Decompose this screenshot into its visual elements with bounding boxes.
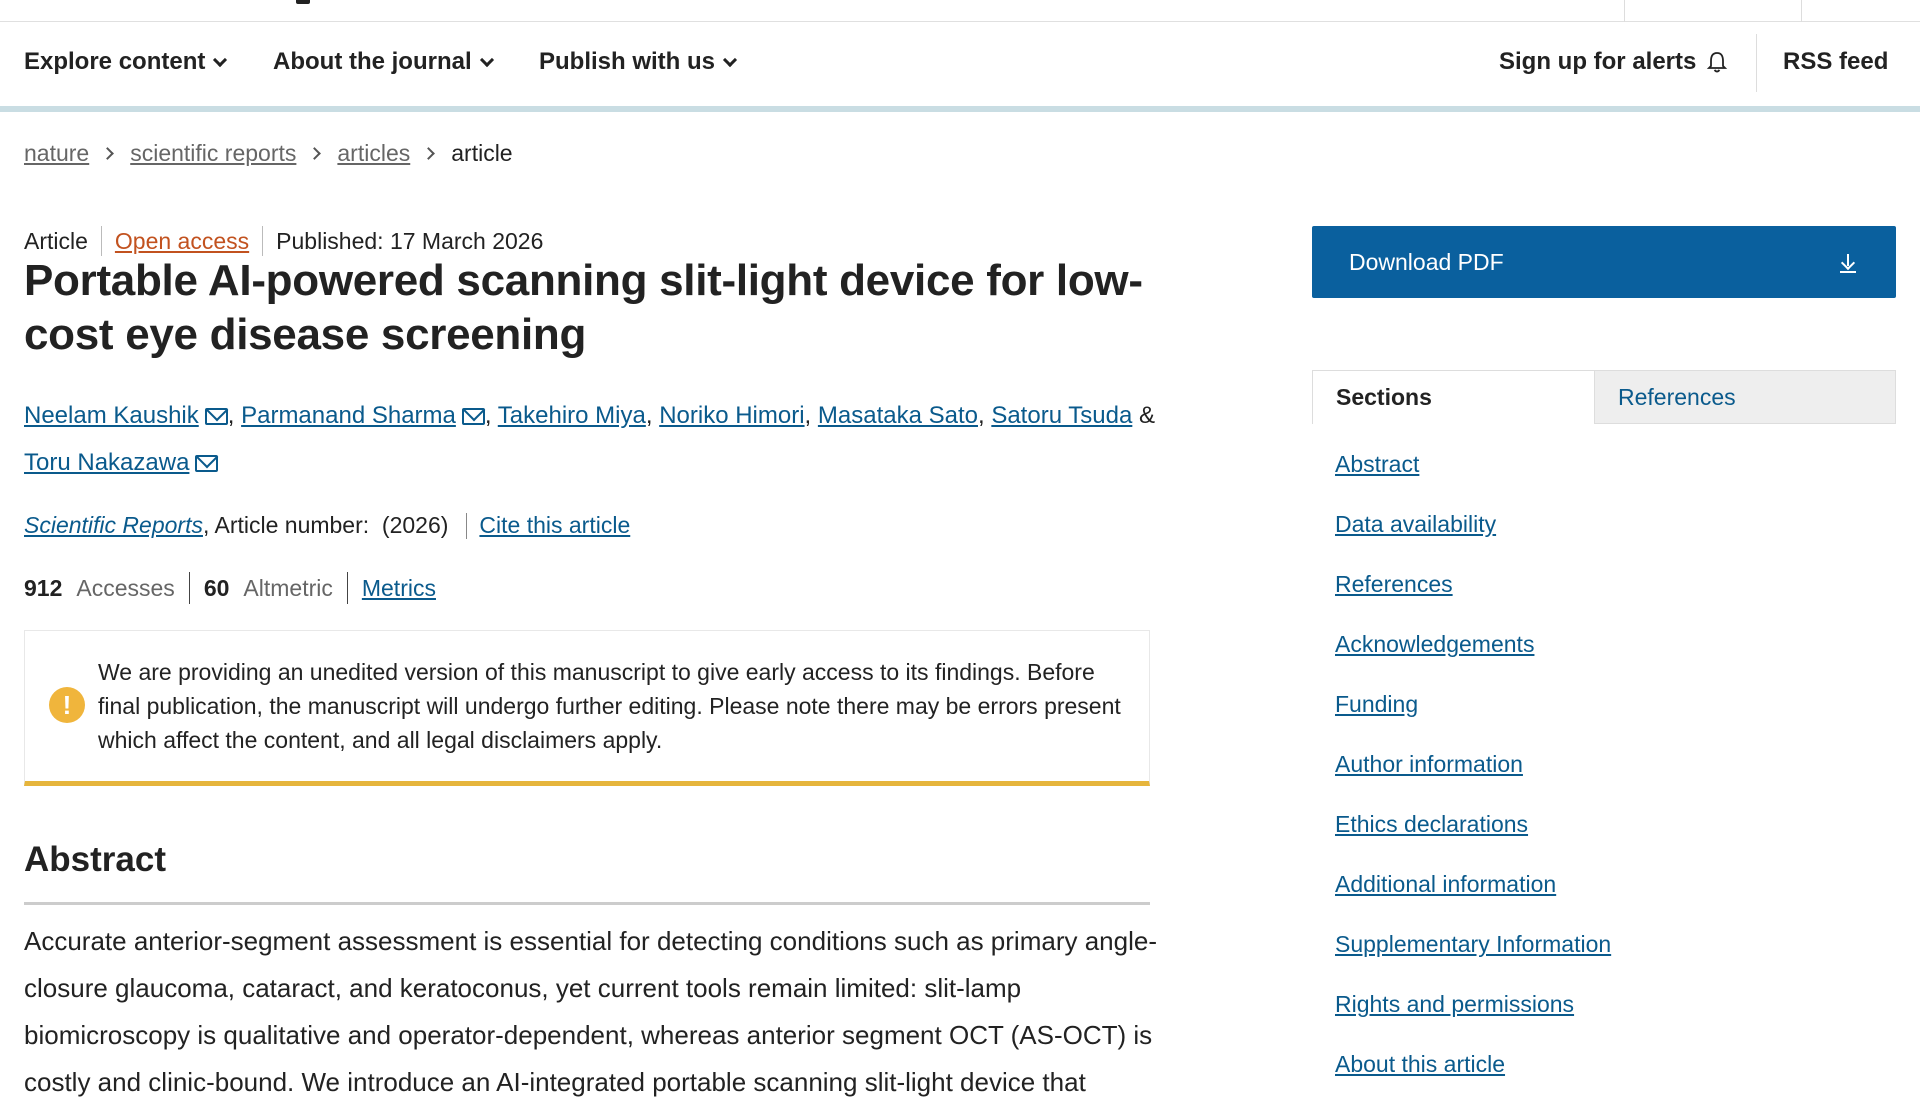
sections-list xyxy=(1335,440,1612,1077)
altmetric-label: Altmetric xyxy=(243,574,333,601)
breadcrumb xyxy=(24,140,513,167)
cite-this-article-link[interactable]: Cite this article xyxy=(479,512,631,538)
logo-fragment xyxy=(296,0,310,4)
section-item xyxy=(1335,560,1611,620)
section-link-ethics-declarations[interactable]: Ethics declarations xyxy=(1335,811,1529,837)
download-icon xyxy=(1840,254,1856,274)
section-link-supplementary-information[interactable]: Supplementary Information xyxy=(1335,931,1612,957)
nav-explore-content[interactable] xyxy=(24,48,225,76)
chevron-right-icon xyxy=(422,147,435,160)
section-link-data-availability[interactable]: Data availability xyxy=(1335,511,1497,537)
rss-feed-link[interactable] xyxy=(1783,48,1888,76)
author-link[interactable]: Parmanand Sharma xyxy=(241,402,456,429)
nav-divider-bar xyxy=(0,106,1920,112)
sidebar-tabs xyxy=(1312,370,1896,424)
section-item xyxy=(1335,500,1611,560)
nav-divider xyxy=(1756,34,1757,92)
chevron-right-icon xyxy=(309,147,322,160)
section-link-acknowledgements[interactable]: Acknowledgements xyxy=(1335,631,1535,657)
published-date: Published: 17 March 2026 xyxy=(276,227,544,254)
section-link-author-information[interactable]: Author information xyxy=(1335,751,1523,777)
meta-divider xyxy=(262,226,263,256)
section-link-additional-information[interactable]: Additional information xyxy=(1335,871,1557,897)
mail-icon[interactable] xyxy=(462,408,485,425)
sign-up-alerts-link[interactable] xyxy=(1499,48,1728,76)
author-link[interactable]: Noriko Himori xyxy=(659,402,805,429)
author-link[interactable]: Neelam Kaushik xyxy=(24,402,199,429)
altmetric-count: 60 xyxy=(203,574,230,601)
nav-publish-with-us[interactable] xyxy=(539,48,735,76)
chevron-down-icon xyxy=(213,53,227,67)
journal-link[interactable]: Scientific Reports xyxy=(24,512,203,538)
author-list: Neelam Kaushik , Parmanand Sharma , Takehiro Miya, Noriko Himori, Masataka Sato, Satoru Tsuda & Toru Nakazawa xyxy=(24,402,1156,476)
author-link[interactable]: Satoru Tsuda xyxy=(991,402,1133,429)
tab-references[interactable]: References xyxy=(1594,370,1896,424)
accesses-count: 912 xyxy=(24,574,63,601)
breadcrumb-current: article xyxy=(451,140,513,166)
citation-line xyxy=(24,512,630,539)
breadcrumb-articles[interactable]: articles xyxy=(337,140,411,166)
early-access-notice xyxy=(24,630,1150,786)
section-link-funding[interactable]: Funding xyxy=(1335,691,1419,717)
download-pdf-label: Download PDF xyxy=(1349,248,1504,275)
section-item xyxy=(1335,800,1611,860)
article-number: , Article number: (2026) xyxy=(202,512,449,538)
top-header-strip xyxy=(0,0,1920,22)
chevron-down-icon xyxy=(723,53,737,67)
meta-divider xyxy=(101,226,102,256)
chevron-down-icon xyxy=(480,53,494,67)
breadcrumb-scientific-reports[interactable]: scientific reports xyxy=(130,140,297,166)
author-ampersand: & xyxy=(1139,402,1156,429)
header-divider xyxy=(1624,0,1625,22)
article-meta xyxy=(24,226,543,256)
section-link-about-article[interactable]: About this article xyxy=(1335,1051,1506,1077)
nav-publish-label: Publish with us xyxy=(539,48,716,75)
open-access-link[interactable]: Open access xyxy=(114,227,250,254)
section-link-references[interactable]: References xyxy=(1335,571,1453,597)
abstract-heading: Abstract xyxy=(24,840,166,879)
mail-icon[interactable] xyxy=(195,455,218,472)
alerts-label: Sign up for alerts xyxy=(1499,48,1697,75)
journal-nav xyxy=(0,22,1920,106)
section-item xyxy=(1335,440,1611,500)
header-divider xyxy=(1801,0,1802,22)
section-item xyxy=(1335,620,1611,680)
citation-divider xyxy=(466,513,467,539)
mail-icon[interactable] xyxy=(205,408,228,425)
article-type: Article xyxy=(24,227,88,254)
nav-about-journal[interactable] xyxy=(273,48,492,76)
tab-sections[interactable]: Sections xyxy=(1312,370,1594,424)
abstract-divider xyxy=(24,902,1150,905)
section-item xyxy=(1335,920,1611,980)
section-item xyxy=(1335,1040,1611,1100)
metrics-divider xyxy=(347,572,348,604)
author-link[interactable]: Takehiro Miya xyxy=(497,402,646,429)
nav-explore-label: Explore content xyxy=(24,48,206,75)
bell-icon xyxy=(1706,50,1728,74)
breadcrumb-nature[interactable]: nature xyxy=(24,140,90,166)
metrics-link[interactable]: Metrics xyxy=(361,574,436,601)
section-link-abstract[interactable]: Abstract xyxy=(1335,451,1420,477)
section-item xyxy=(1335,680,1611,740)
chevron-right-icon xyxy=(101,147,114,160)
section-item xyxy=(1335,980,1611,1040)
article-metrics xyxy=(24,572,436,604)
download-pdf-button[interactable] xyxy=(1312,226,1896,298)
section-item xyxy=(1335,860,1611,920)
author-link[interactable]: Masataka Sato xyxy=(817,402,978,429)
accesses-label: Accesses xyxy=(76,574,175,601)
rss-label: RSS feed xyxy=(1783,48,1889,75)
nav-about-label: About the journal xyxy=(273,48,472,75)
section-link-rights-permissions[interactable]: Rights and permissions xyxy=(1335,991,1575,1017)
abstract-text: Accurate anterior-segment assessment is essential for detecting conditions such as primary angle-closure glaucoma, cataract, and keratoconus, yet current tools remain limited: slit-lamp biomicroscopy is qualitative and operator-dependent, whereas anterior segment OCT (AS-OCT) is costly and clinic-bound. We introduce an AI-integrated portable scanning slit-light device that xyxy=(24,926,1157,1097)
metrics-divider xyxy=(189,572,190,604)
article-title: Portable AI-powered scanning slit-light device for low-cost eye disease screening xyxy=(24,256,1143,359)
notice-text: We are providing an unedited version of this manuscript to give early access to its findings. Before final publication, the manuscript will undergo further editing. Please note there may be errors present which affect the content, and all legal disclaimers apply. xyxy=(98,659,1121,753)
section-item xyxy=(1335,740,1611,800)
exclamation-icon: ! xyxy=(49,687,85,723)
author-link[interactable]: Toru Nakazawa xyxy=(24,449,190,476)
